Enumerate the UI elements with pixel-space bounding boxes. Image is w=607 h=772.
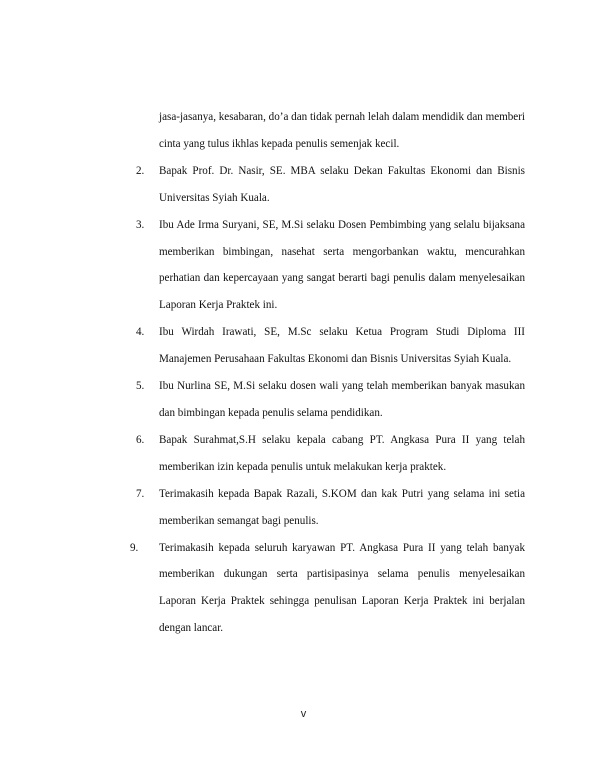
list-item	[130, 427, 525, 481]
list-item-number: 6.	[136, 433, 145, 446]
list-item-text: Ibu Ade Irma Suryani, SE, M.Si selaku Dosen Pembimbing yang selalu bijaksana memberikan bimbingan, nasehat serta mengorbankan waktu, mencurahkan perhatian dan kepercayaan yang sangat berarti bagi penulis dalam menyelesaikan Laporan Kerja Praktek ini.	[159, 218, 525, 312]
list-item-number: 5.	[136, 380, 145, 393]
list-item-text: jasa-jasanya, kesabaran, do’a dan tidak pernah lelah dalam mendidik dan memberi cinta yang tulus ikhlas kepada penulis semenjak kecil.	[159, 111, 525, 150]
list-item-text: Ibu Nurlina SE, M.Si selaku dosen wali yang telah memberikan banyak masukan dan bimbingan kepada penulis selama pendidikan.	[159, 380, 525, 419]
list-item	[130, 481, 525, 535]
list-item-text: Bapak Prof. Dr. Nasir, SE. MBA selaku Dekan Fakultas Ekonomi dan Bisnis Universitas Syiah Kuala.	[159, 164, 525, 204]
list-item-text: Bapak Surahmat,S.H selaku kepala cabang PT. Angkasa Pura II yang telah memberikan izin kepada penulis untuk melakukan kerja praktek.	[159, 433, 525, 473]
list-item-text: Terimakasih kepada Bapak Razali, S.KOM dan kak Putri yang selama ini setia memberikan semangat bagi penulis.	[159, 487, 525, 527]
list-item	[130, 212, 525, 320]
list-item-continuation	[130, 104, 525, 158]
list-item	[130, 535, 525, 643]
page-number: v	[300, 708, 307, 720]
acknowledgement-list	[130, 104, 525, 642]
list-item-number: 2.	[136, 164, 145, 177]
list-item-number: 7.	[136, 487, 145, 500]
list-item-text: Ibu Wirdah Irawati, SE, M.Sc selaku Ketua Program Studi Diploma III Manajemen Perusahaan Fakultas Ekonomi dan Bisnis Universitas Syiah Kuala.	[159, 326, 525, 366]
list-item-number: 9.	[130, 541, 139, 554]
list-item-number: 4.	[136, 326, 145, 339]
list-item	[130, 158, 525, 212]
list-item	[130, 373, 525, 427]
list-item	[130, 319, 525, 373]
list-item-number: 3.	[136, 218, 145, 231]
list-item-text: Terimakasih kepada seluruh karyawan PT. Angkasa Pura II yang telah banyak memberikan dukungan serta partisipasinya selama penulis menyelesaikan Laporan Kerja Praktek sehingga penulisan Laporan Kerja Praktek ini berjalan dengan lancar.	[159, 541, 525, 635]
